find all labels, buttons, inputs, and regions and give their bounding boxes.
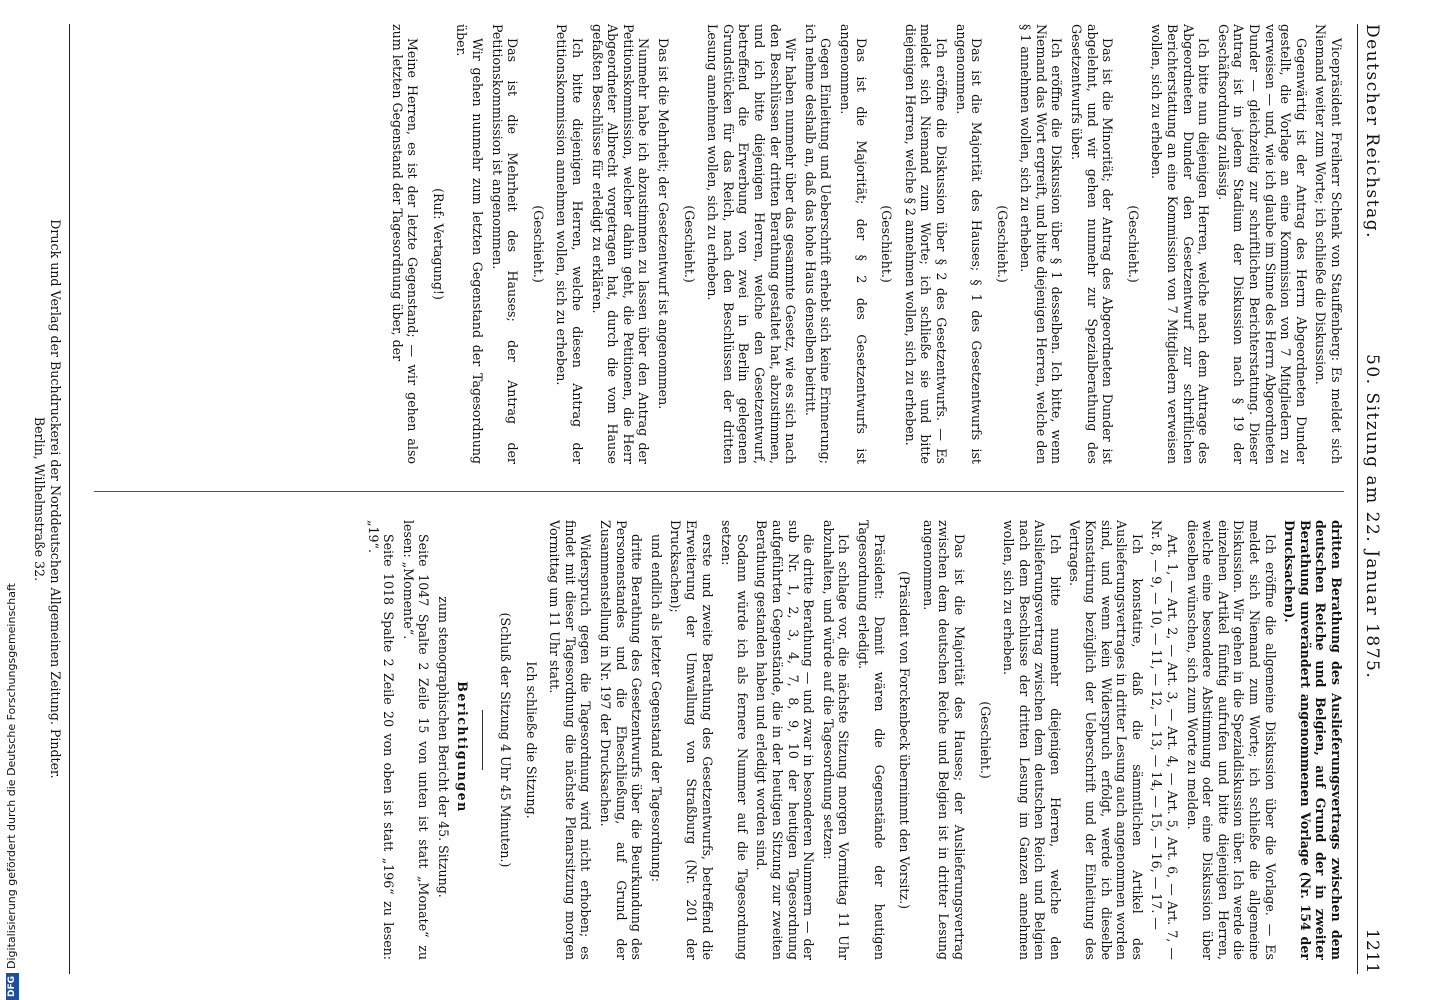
- paragraph: Das ist die Mehrheit; der Gesetzentwurf ist angenommen.: [656, 38, 672, 410]
- paragraph: Ich eröffne die Diskussion über § 1 desselben. Ich bitte, wenn Niemand das Wort ergreift, und bitte diejenigen Herren, welche den § 1 annehmen wollen, sich zu erheben.: [1018, 24, 1065, 464]
- page-footer: [31, 24, 70, 974]
- stage-direction: (Schluß der Sitzung 4 Uhr 45 Minuten.): [498, 612, 514, 868]
- paragraph: Sodann würde ich als fernere Nummer auf die Tagesordnung setzen:: [719, 520, 750, 960]
- paragraph: Ich bitte nun diejenigen Herren, welche nach dem Antrage des Abgeordneten Dunder den Gesetzentwurf zur schriftlichen Berichterstattung an eine Kommission von 7 Mitgliedern verweisen wollen, sich zu erheben.: [1149, 24, 1212, 464]
- paragraph: Ich eröffne die Diskussion über § 2 des Gesetzentwurfs. — Es meldet sich Niemand zum Worte; ich schließe sie und bitte diejenigen Herren, welche § 2 annehmen wollen, sich zu erheben.: [902, 24, 949, 464]
- correction-entry: Seite 1018 Spalte 2 Zeile 20 von oben ist statt „196“ zu lesen: „19“.: [365, 520, 397, 960]
- stage-direction: (Geschieht.): [530, 205, 546, 283]
- paragraph: und endlich als letzter Gegenstand der Tagesordnung:: [648, 534, 664, 882]
- digitisation-note: [2, 0, 22, 1000]
- corrections-subtitle: zum stenographischen Bericht der 45. Sitzung.: [435, 596, 451, 898]
- paragraph: Gegenwärtig ist der Antrag des Herrn Abgeordneten Dunder gestellt, die Vorlage an eine Kommission von 7 Mitgliedern zu verweisen — und, wie ich glaube im Sinne des Herrn Abgeordneten Dunder — gleichzeitig zur schriftlichen Berichterstattung. Dieser Antrag ist in jedem Stadium der Diskussion nach § 19 der Geschäftsordnung zulässig.: [1215, 24, 1309, 464]
- paragraph: Wir gehen nunmehr zum letzten Gegenstand der Tagesordnung über.: [454, 24, 486, 464]
- paragraph: Das ist die Majorität des Hauses; § 1 des Gesetzentwurfs ist angenommen.: [953, 24, 985, 464]
- closing-statement: Ich schließe die Sitzung.: [523, 661, 539, 819]
- stage-direction: (Ruf: Vertagung!): [430, 188, 446, 300]
- paragraph: Das ist die Mehrheit des Hauses; der Antrag der Petitionskommission ist angenommen.: [489, 24, 521, 464]
- paragraph: Meine Herren, es ist der letzte Gegenstand; — wir gehen also zum letzten Gegenstand der Tagesordnung über, der: [389, 24, 421, 464]
- paragraph: Nunmehr habe ich abzustimmen zu lassen über den Antrag der Petitionskommission, welcher dahin geht, die Petitionen, die Herr Abgeordneter Albrecht vorgetragen hat, durch die vom Hause gefaßten Beschlüsse für erledigt zu erklären.: [589, 24, 652, 464]
- dfg-logo-icon: DFG: [6, 973, 19, 1000]
- paragraph: Ich bitte diejenigen Herren, welche diesen Antrag der Petitionskommission annehmen wollen, sich zu erheben.: [554, 24, 586, 464]
- digitisation-credit: Digitalisierung gefördert durch die Deutsche Forschungsgemeinschaft: [5, 583, 18, 969]
- agenda-entry: erste und zweite Berathung des Gesetzentwurfs, betreffend die Erweiterung der Umwallung von Straßburg (Nr. 201 der Drucksachen);: [668, 520, 715, 960]
- printer-address: Berlin, Wilhelmstraße 32.: [32, 416, 47, 582]
- column-divider: [94, 491, 1344, 492]
- paragraph: Wir haben nunmehr über das gesammte Gesetz, wie es sich nach den Beschlüssen der dritten Berathung gestaltet hat, abzustimmen, und ich bitte diejenigen Herren, welche den Gesetzentwurf, betreffend die Erwerbung von zwei in Berlin gelegenen Grundstücken für das Reich, nach den Beschlüssen der dritten Lesung annehmen wollen, sich zu erheben.: [705, 24, 799, 464]
- session-heading: 50. Sitzung am 22. Januar 1875.: [1362, 354, 1382, 680]
- paragraph: Ich schlage vor, die nächste Sitzung morgen Vormittag 11 Uhr abzuhalten, und würde auf die Tagesordnung setzen:: [820, 520, 852, 960]
- paragraph: Präsident: Damit wären die Gegenstände der heutigen Tagesordnung erledigt.: [855, 520, 887, 960]
- paragraph: Art. 1, — Art. 2, — Art. 3, — Art. 4, — Art. 5, Art. 6, — Art. 7, — Nr. 8, — 9, — 10, — 11, — 12, — 13, — 14, — 15, — 16, — 17. —: [1149, 520, 1181, 960]
- stage-direction: (Geschieht.): [977, 701, 993, 779]
- publication-title: Deutscher Reichstag.: [1362, 24, 1382, 239]
- page-header: [1357, 24, 1382, 974]
- paragraph: Widerspruch gegen die Tagesordnung wird nicht erhoben; es findet mit dieser Tagesordnung die nächste Plenarsitzung morgen Vormittag um 11 Uhr statt.: [547, 520, 594, 960]
- section-separator: [483, 710, 484, 770]
- agenda-entry: die dritte Berathung — und zwar in besonderen Nummern — der sub Nr. 1, 2, 3, 4, 7, 8, 9, 10 der heutigen Tagesordnung aufgeführten Gegenstände, die in der heutigen Sitzung zur zweiten Berathung gestanden haben und erledigt worden sind.: [754, 520, 817, 960]
- paragraph: Ich konstatire, daß die sämmtlichen Artikel des Auslieferungsvertrages in dritter Lesung auch angenommen worden sind, und wenn kein Widerspruch erfolgt, werde ich dieselbe Konstatirung bezüglich der Ueberschrift und der Einleitung des Vertrages.: [1067, 520, 1145, 960]
- paragraph: Vicepräsident Freiherr Schenk von Stauffenberg: Es meldet sich Niemand weiter zum Worte; ich schließe die Diskussion.: [1313, 24, 1344, 464]
- paragraph: Ich eröffne die allgemeine Diskussion über die Vorlage. — Es meldet sich Niemand zum Worte; ich schließe die allgemeine Diskussion. Wir gehen in die Spezialdiskussion über. Ich werde die einzelnen Artikel fünftig aufrufen und bitte diejenigen Herren, welche eine besondere Abstimmung oder eine Diskussion über dieselben wünschen, sich zum Worte zu melden.: [1184, 520, 1278, 960]
- stage-direction: (Präsident von Forckenbeck übernimmt den Vorsitz.): [897, 570, 913, 909]
- paragraph: Gegen Einleitung und Ueberschrift erhebt sich keine Erinnerung; ich nehme deshalb an, daß das hohe Haus denselben beitritt.: [802, 24, 834, 464]
- paragraph: Das ist die Majorität des Hauses; der Auslieferungsvertrag zwischen dem deutschen Reiche und Belgien ist in dritter Lesung angenommen.: [920, 520, 967, 960]
- stage-direction: (Geschieht.): [879, 205, 895, 283]
- agenda-item-heading: dritten Berathung des Auslieferungsvertrags zwischen dem deutschen Reiche und Belgien, auf Grund der in zweiter Berathung unverändert angenommenen Vorlage (Nr. 154 der Drucksachen).: [1282, 520, 1344, 960]
- printer-imprint: Druck und Verlag der Buchdruckerei der Norddeutschen Allgemeinen Zeitung. Pindter.: [48, 219, 63, 779]
- stage-direction: (Geschieht.): [681, 205, 697, 283]
- left-column: [94, 24, 1344, 464]
- page-number: 1211: [1362, 928, 1382, 974]
- stage-direction: (Geschieht.): [994, 205, 1010, 283]
- paragraph: Ich bitte nunmehr diejenigen Herren, welche den Auslieferungsvertrag zwischen dem deutschen Reich und Belgien nach dem Beschlusse der dritten Lesung im Ganzen annehmen wollen, sich zu erheben.: [1001, 520, 1063, 960]
- paragraph: Das ist die Minorität; der Antrag des Abgeordneten Dunder ist abgelehnt, und wir gehen nunmehr zur Spezialberathung des Gesetzentwurfs über.: [1069, 24, 1116, 464]
- right-column: [94, 520, 1344, 960]
- stage-direction: (Geschieht.): [1125, 205, 1141, 283]
- correction-entry: Seite 1047 Spalte 2 Zeile 15 von unten ist statt „Monate“ zu lesen: „Momente“.: [400, 520, 432, 960]
- corrections-title: Berichtigungen: [455, 681, 471, 813]
- agenda-entry: dritte Berathung des Gesetzentwurfs über die Beurkundung des Personenstandes und die Eheschließung, auf Grund der Zusammenstellung in Nr. 197 der Drucksachen.: [598, 520, 645, 960]
- paragraph: Das ist die Majorität; der § 2 des Gesetzentwurfs ist angenommen.: [837, 24, 869, 464]
